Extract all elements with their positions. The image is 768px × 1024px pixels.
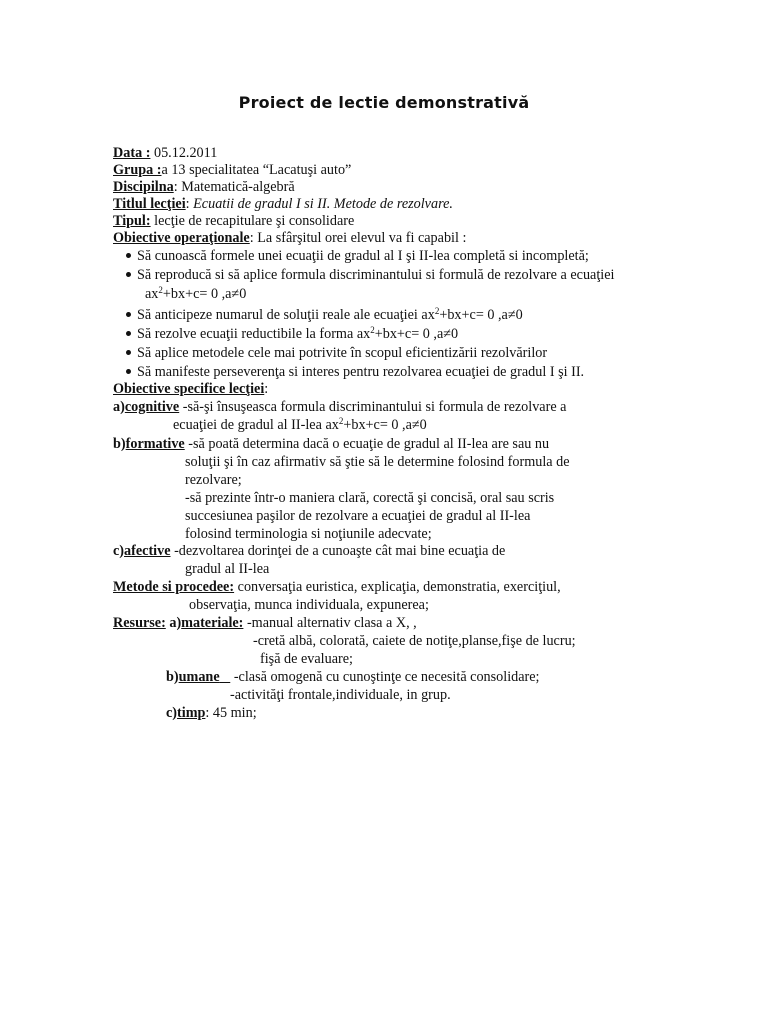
obiective-specifice-colon: : xyxy=(264,381,269,397)
cognitive-label: cognitive xyxy=(124,399,180,415)
formula-ax: ax xyxy=(356,326,371,342)
titlul-line xyxy=(113,196,453,213)
formula-ax: ax xyxy=(325,417,339,433)
tipul-value: lecţie de recapitulare şi consolidare xyxy=(154,213,355,229)
list-item: Să aplice metodele cele mai potrivite în scopul eficientizării rezolvărilor xyxy=(137,345,548,361)
titlul-value: Ecuatii de gradul I si II. Metode de rezolvare. xyxy=(193,196,453,212)
obiective-operationale-heading xyxy=(113,230,466,247)
umane-label: umane xyxy=(178,669,220,685)
materiale-label: materiale: xyxy=(181,615,244,631)
cognitive-line xyxy=(113,399,566,416)
umane-gap xyxy=(220,669,231,685)
materiale-text: fişă de evaluare; xyxy=(260,651,353,667)
timp-label: timp xyxy=(177,705,206,721)
afective-label: afective xyxy=(124,543,171,559)
cognitive-line-2 xyxy=(173,417,427,435)
titlul-sep: : xyxy=(185,196,190,212)
formula-sup: 2 xyxy=(370,325,375,335)
bullet-icon xyxy=(124,364,132,381)
list-item-text: Să rezolve ecuaţii reductibile la forma xyxy=(137,326,354,342)
formative-label: formative xyxy=(125,436,185,452)
data-line xyxy=(113,145,217,162)
bullet-icon xyxy=(124,267,132,284)
formative-prefix: b) xyxy=(113,436,126,452)
formula-rest: +bx+c= 0 ,a≠0 xyxy=(343,417,427,433)
umane-text: -clasă omogenă cu cunoştinţe ce necesită consolidare; xyxy=(230,669,540,685)
timp-line xyxy=(166,705,257,722)
list-item: Să reproducă si să aplice formula discriminantului si formulă de rezolvare a ecuaţiei xyxy=(137,267,615,283)
umane-text: -activităţi frontale,individuale, in grup. xyxy=(230,687,451,703)
titlul-label: Titlul lecţiei xyxy=(113,196,186,212)
formula-ax: ax xyxy=(421,307,435,323)
metode-line xyxy=(113,579,561,596)
materiale-text: -manual alternativ clasa a X, , xyxy=(243,615,417,631)
formative-text: -să prezinte într-o maniera clară, corectă şi concisă, oral sau scris xyxy=(185,490,555,506)
bullet-icon xyxy=(124,307,132,324)
list-item xyxy=(137,307,523,325)
resurse-a-prefix: a) xyxy=(165,615,182,631)
cognitive-prefix: a) xyxy=(113,399,125,415)
data-label: Data : xyxy=(113,145,151,161)
document-title: Proiect de lectie demonstrativă xyxy=(238,93,530,112)
resurse-line xyxy=(113,615,417,632)
formative-text: rezolvare; xyxy=(185,472,242,488)
data-value: 05.12.2011 xyxy=(153,145,218,161)
formula-rest: +bx+c= 0 ,a≠0 xyxy=(439,307,523,323)
obiective-specifice-heading xyxy=(113,381,268,398)
metode-text: conversaţia euristica, explicaţia, demonstratia, exerciţiul, xyxy=(234,579,561,595)
formative-text: succesiunea paşilor de rezolvare a ecuaţiei de gradul al II-lea xyxy=(185,508,531,524)
formula-sup: 2 xyxy=(158,285,163,295)
metode-label: Metode si procedee: xyxy=(113,579,235,595)
formative-text: soluţii şi în caz afirmativ să ştie să le determine folosind formula de xyxy=(185,454,570,470)
grupa-label: Grupa : xyxy=(113,162,162,178)
metode-text: observaţia, munca individuala, expunerea; xyxy=(189,597,429,613)
timp-prefix: c) xyxy=(166,705,178,721)
umane-prefix: b) xyxy=(166,669,179,685)
disciplina-label: Discipilna xyxy=(113,179,174,195)
bullet-icon xyxy=(124,345,132,362)
disciplina-line xyxy=(113,179,295,196)
formula-rest: +bx+c= 0 ,a≠0 xyxy=(162,286,247,302)
umane-line xyxy=(166,669,540,686)
obiective-specifice-label: Obiective specifice lecţiei xyxy=(113,381,265,397)
timp-value: : 45 min; xyxy=(205,705,257,721)
bullet-icon xyxy=(124,248,132,265)
obiective-operationale-label: Obiective operaţionale xyxy=(113,230,250,246)
disciplina-value: : Matematică-algebră xyxy=(173,179,295,195)
list-item-text: Să anticipeze numarul de soluţii reale ale ecuaţiei xyxy=(137,307,418,323)
materiale-text: -cretă albă, colorată, caiete de notiţe,planse,fişe de lucru; xyxy=(253,633,576,649)
obiective-operationale-intro: : La sfârşitul orei elevul va fi capabil : xyxy=(249,230,467,246)
formative-line xyxy=(113,436,549,453)
bullet-icon xyxy=(124,326,132,343)
formula-sup: 2 xyxy=(434,306,440,316)
list-item: Să cunoască formele unei ecuaţii de gradul al I şi II-lea completă si incompletă; xyxy=(137,248,589,264)
formula-ax: ax xyxy=(145,286,159,302)
formative-text: -să poată determina dacă o ecuaţie de gradul al II-lea are sau nu xyxy=(184,436,550,452)
cognitive-text: ecuaţiei de gradul al II-lea xyxy=(173,417,322,433)
afective-text: -dezvoltarea dorinţei de a cunoaşte cât mai bine ecuaţia de xyxy=(170,543,506,559)
grupa-value: a 13 specialitatea “Lacatuşi auto” xyxy=(161,162,352,178)
list-item: Să manifeste perseverenţa si interes pentru rezolvarea ecuaţiei de gradul I şi II. xyxy=(137,364,585,380)
cognitive-text: -să-şi însuşeasca formula discriminantului si formula de rezolvare a xyxy=(179,399,567,415)
afective-prefix: c) xyxy=(113,543,125,559)
formula-sup: 2 xyxy=(338,416,344,426)
tipul-label: Tipul: xyxy=(113,213,151,229)
tipul-line xyxy=(113,213,354,230)
afective-line xyxy=(113,543,505,560)
grupa-line xyxy=(113,162,351,179)
formative-text: folosind terminologia si noţiunile adecvate; xyxy=(185,526,432,542)
list-item xyxy=(137,326,458,344)
resurse-label: Resurse: xyxy=(113,615,166,631)
afective-text: gradul al II-lea xyxy=(185,561,270,577)
formula-rest: +bx+c= 0 ,a≠0 xyxy=(374,326,459,342)
formula-line xyxy=(145,286,246,304)
